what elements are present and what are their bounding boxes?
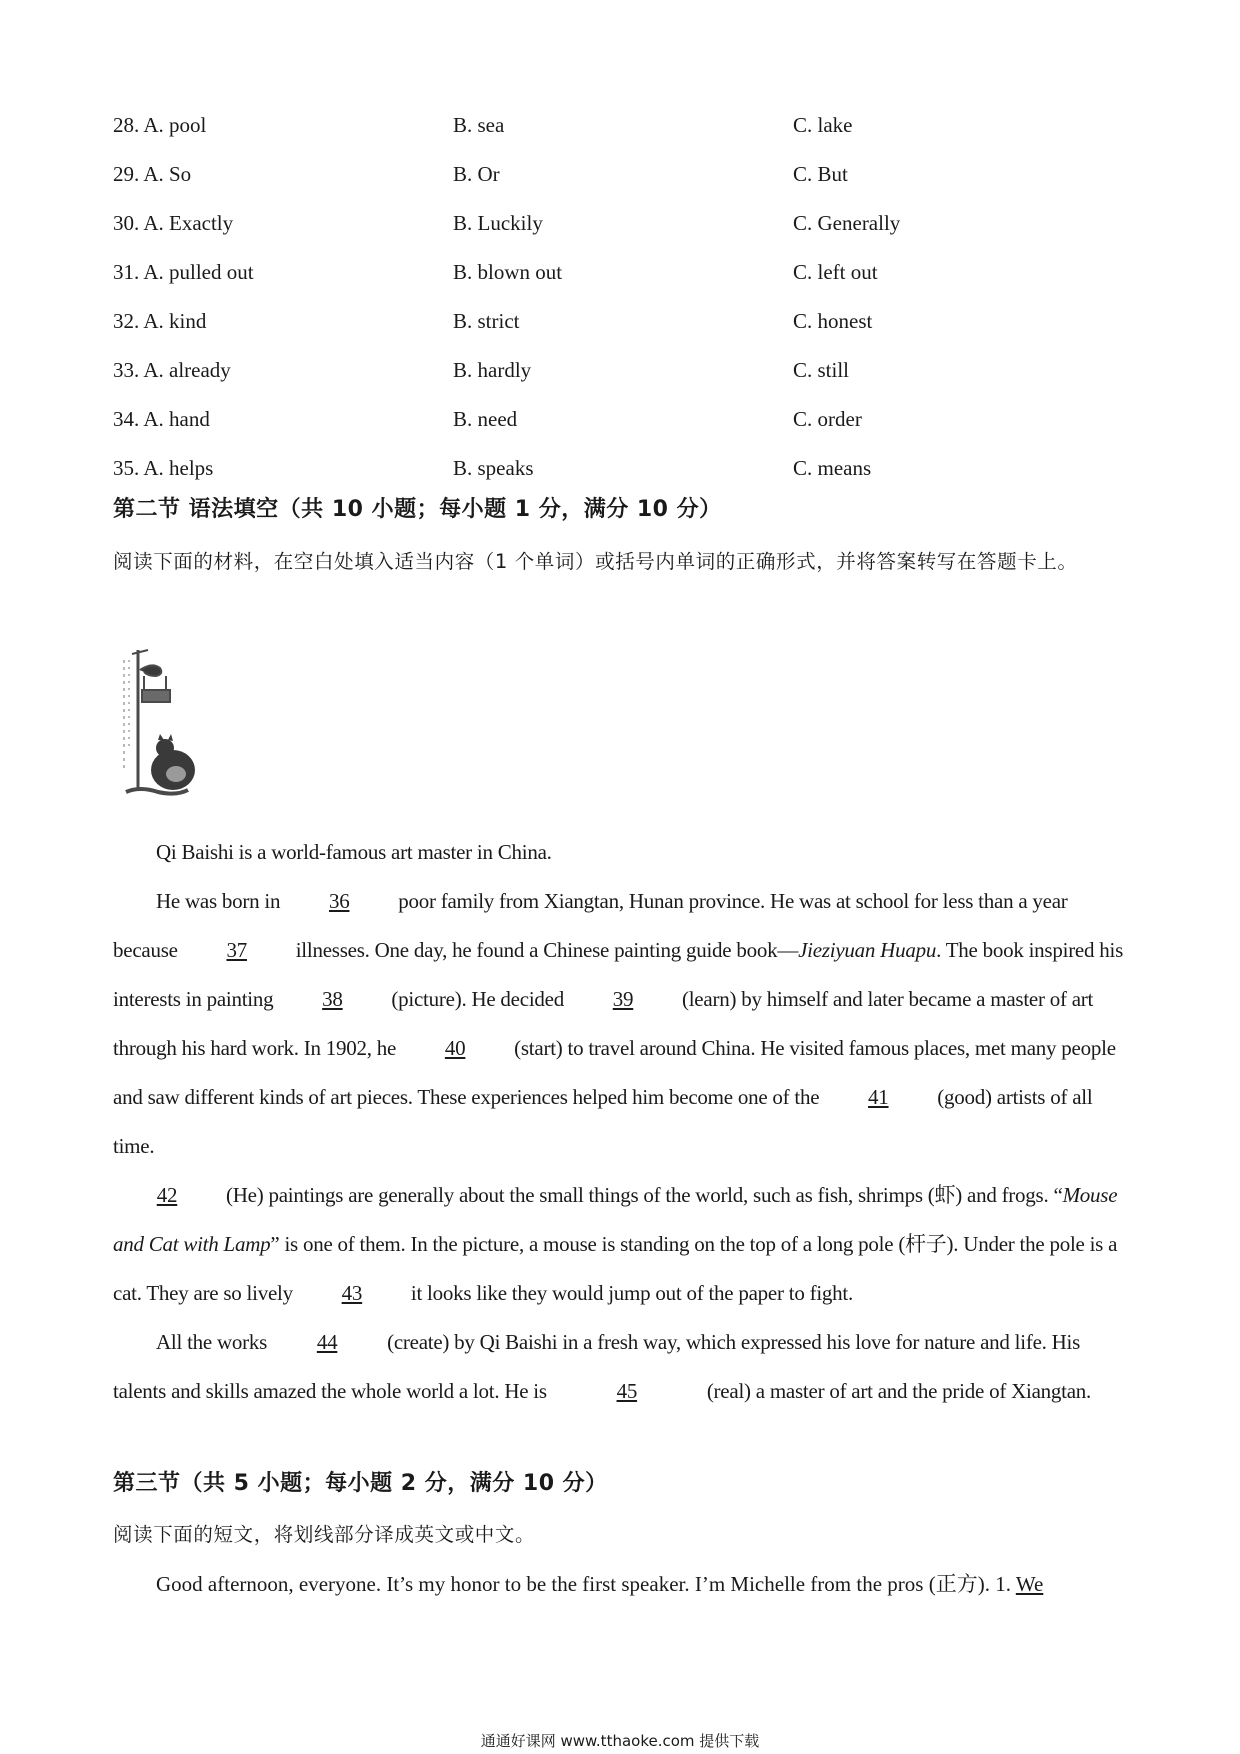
text: ” is one of them. In the picture, a mouse is standing on the top of a long pole (杆子). Under the pole is a cat. They are so lively xyxy=(113,1232,1118,1305)
option-c: C. means xyxy=(793,456,872,480)
option-a: 33. A. already xyxy=(113,358,231,382)
footer: 通通好课网 www.tthaoke.com 提供下载 xyxy=(480,1732,760,1750)
blank-37[interactable]: 37 xyxy=(226,938,247,962)
text: (start) to travel around China. He visited famous places, met many people and saw different kinds of art pieces. These experiences helped him become one of the xyxy=(113,1036,1116,1109)
option-b: B. sea xyxy=(453,113,505,137)
blank-39[interactable]: 39 xyxy=(612,987,634,1011)
text: . The book inspired his interests in painting xyxy=(113,938,1124,1011)
text: He was born in xyxy=(156,889,286,913)
text: (picture). He decided xyxy=(386,987,569,1011)
text: poor family from Xiangtan, Hunan province. He was at school for less than a year because xyxy=(113,889,1068,962)
option-a: 28. A. pool xyxy=(113,113,207,137)
option-a: 34. A. hand xyxy=(113,407,210,431)
text: (good) artists of all time. xyxy=(113,1085,1093,1158)
blank-42[interactable]: 42 xyxy=(156,1183,178,1207)
option-b: B. Luckily xyxy=(453,211,543,235)
passage-p4 xyxy=(113,1318,1131,1416)
option-c: C. lake xyxy=(793,113,853,137)
section3-title: 第三节（共 5 小题；每小题 2 分，满分 10 分） xyxy=(113,1471,608,1496)
option-b: B. need xyxy=(453,407,518,431)
option-row xyxy=(113,101,1133,150)
option-b: B. strict xyxy=(453,309,520,333)
option-row xyxy=(113,150,1133,199)
blank-40[interactable]: 40 xyxy=(444,1036,466,1060)
option-row xyxy=(113,297,1133,346)
option-a: 32. A. kind xyxy=(113,309,207,333)
text: (real) a master of art and the pride of Xiangtan. xyxy=(701,1379,1092,1403)
option-c: C. Generally xyxy=(793,211,901,235)
blank-44[interactable]: 44 xyxy=(316,1330,338,1354)
option-c: C. order xyxy=(793,407,862,431)
blank-36[interactable]: 36 xyxy=(328,889,350,913)
passage-p3 xyxy=(113,1171,1131,1318)
section3-passage xyxy=(113,1560,1131,1609)
option-row xyxy=(113,248,1133,297)
option-a: 35. A. helps xyxy=(113,456,214,480)
section2-instruction: 阅读下面的材料，在空白处填入适当内容（1 个单词）或括号内单词的正确形式，并将答案转写在答题卡上。 xyxy=(113,550,1078,573)
option-c: C. left out xyxy=(793,260,878,284)
option-row xyxy=(113,346,1133,395)
text: All the works xyxy=(156,1330,273,1354)
text: it looks like they would jump out of the paper to fight. xyxy=(405,1281,853,1305)
section3-instruction: 阅读下面的短文，将划线部分译成英文或中文。 xyxy=(113,1523,536,1546)
blank-43[interactable]: 43 xyxy=(341,1281,363,1305)
text: (create) by Qi Baishi in a fresh way, which expressed his love for nature and life. His talents and skills amazed the whole world a lot. He is xyxy=(113,1330,1081,1403)
underlined-text: We xyxy=(1015,1572,1044,1596)
passage xyxy=(113,828,1131,1416)
text: (learn) by himself and later became a master of art through his hard work. In 1902, he xyxy=(113,987,1094,1060)
painting-illustration xyxy=(118,640,208,805)
painting-title: Mouse and Cat with Lamp xyxy=(113,1183,1118,1256)
text: (He) paintings are generally about the small things of the world, such as fish, shrimps (虾) and frogs. “ xyxy=(221,1183,1063,1207)
option-c: C. still xyxy=(793,358,850,382)
option-row xyxy=(113,444,1133,493)
text: Good afternoon, everyone. It’s my honor to be the first speaker. I’m Michelle from the pros (正方). 1. xyxy=(156,1572,1016,1596)
passage-p2 xyxy=(113,877,1131,1171)
answer-options xyxy=(113,101,1133,493)
option-b: B. hardly xyxy=(453,358,532,382)
blank-45[interactable]: 45 xyxy=(616,1379,638,1403)
blank-38[interactable]: 38 xyxy=(322,987,343,1011)
option-c: C. honest xyxy=(793,309,873,333)
blank-41[interactable]: 41 xyxy=(868,1085,889,1109)
option-b: B. blown out xyxy=(453,260,563,284)
book-title: Jieziyuan Huapu xyxy=(798,938,937,962)
text: illnesses. One day, he found a Chinese painting guide book— xyxy=(290,938,799,962)
option-a: 29. A. So xyxy=(113,162,192,186)
option-a: 31. A. pulled out xyxy=(113,260,254,284)
option-a: 30. A. Exactly xyxy=(113,211,234,235)
option-b: B. speaks xyxy=(453,456,534,480)
passage-p1: Qi Baishi is a world-famous art master in China. xyxy=(156,840,552,864)
option-row xyxy=(113,199,1133,248)
option-b: B. Or xyxy=(453,162,500,186)
section2-title: 第二节 语法填空（共 10 小题；每小题 1 分，满分 10 分） xyxy=(113,497,722,522)
option-c: C. But xyxy=(793,162,848,186)
option-row xyxy=(113,395,1133,444)
